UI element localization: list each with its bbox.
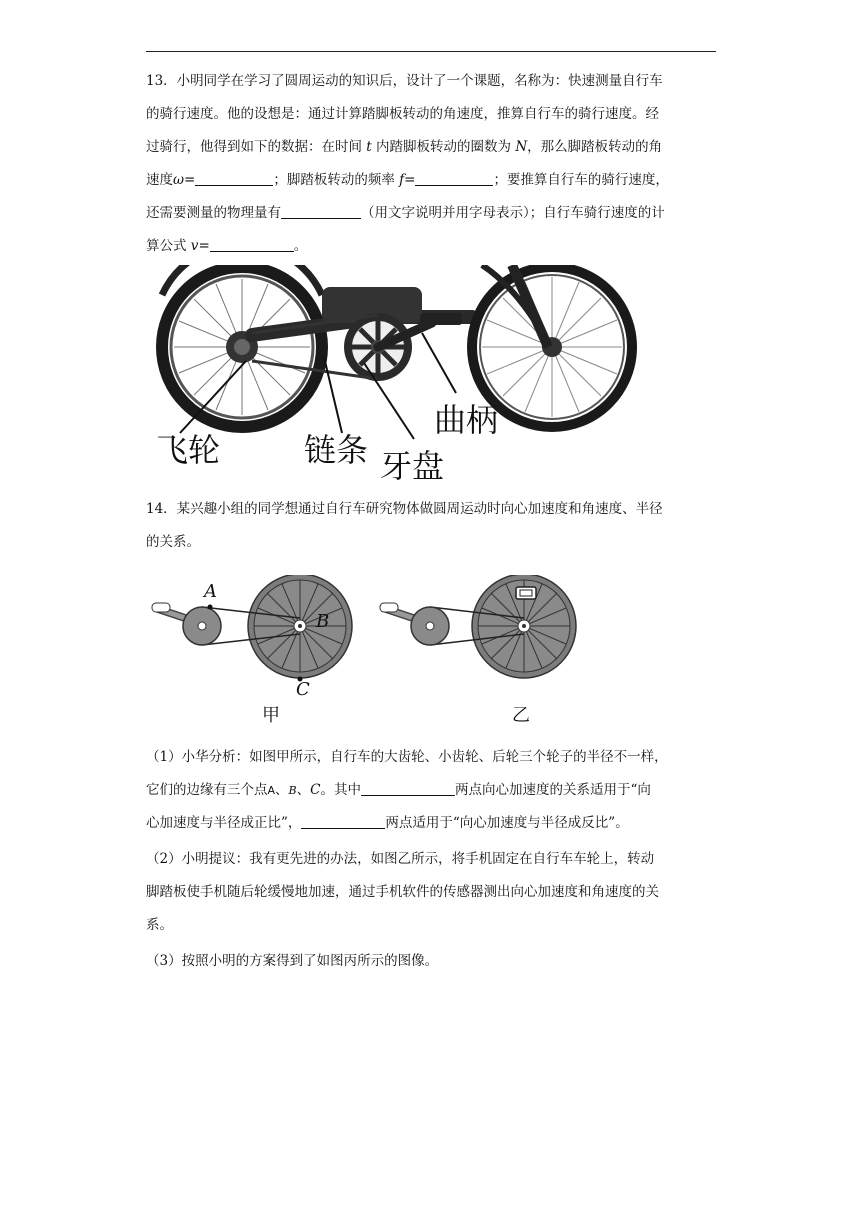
question-14-part-1 xyxy=(146,741,718,840)
point-b-text: B xyxy=(288,784,297,797)
phone-icon xyxy=(516,587,536,599)
var-N: N xyxy=(515,139,528,155)
q14-1-text: 它们的边缘有三个点 xyxy=(146,782,268,798)
label-crank: 曲柄 xyxy=(434,401,499,439)
question-14-part-2 xyxy=(146,843,718,942)
label-chain: 链条 xyxy=(304,431,369,469)
q13-text: 内踏脚板转动的圈数为 xyxy=(371,139,516,155)
label-chainring: 牙盘 xyxy=(380,447,445,485)
answer-blank-inverse[interactable] xyxy=(301,813,385,829)
label-flywheel: 飞轮 xyxy=(156,431,221,469)
q14-2-line-2: 脚踏板使手机随后轮缓慢地加速，通过手机软件的传感器测出向心加速度和角速度的关 xyxy=(146,884,659,900)
header-rule xyxy=(146,51,716,52)
diagram-yi xyxy=(380,575,576,678)
bicycle-figure xyxy=(152,265,712,485)
q14-1-text: 两点向心加速度的关系适用于“向 xyxy=(454,782,651,798)
q13-line-6 xyxy=(146,230,718,263)
q13-line-4 xyxy=(146,164,718,197)
q13-text: ；脚踏板转动的频率 xyxy=(273,172,400,188)
point-c-text: C xyxy=(310,782,321,798)
q14-1-line-1: （1）小华分析：如图甲所示，自行车的大齿轮、小齿轮、后轮三个轮子的半径不一样， xyxy=(146,749,668,765)
var-f: f xyxy=(399,172,405,188)
point-b-label: B xyxy=(316,611,330,632)
q13-text: 过骑行，他得到如下的数据：在时间 xyxy=(146,139,367,155)
q13-line-5 xyxy=(146,197,718,230)
q13-line-3 xyxy=(146,131,718,164)
var-v: v xyxy=(190,238,199,254)
question-14-part-3 xyxy=(146,945,718,978)
var-omega: ω xyxy=(173,172,185,188)
q13-text: ；要推算自行车的骑行速度， xyxy=(493,172,669,188)
answer-blank-omega[interactable] xyxy=(195,170,273,186)
q13-line-2: 的骑行速度。他的设想是：通过计算踏脚板转动的角速度，推算自行车的骑行速度。经 xyxy=(146,106,659,122)
answer-blank-quantity[interactable] xyxy=(281,203,361,219)
q13-text: 算公式 xyxy=(146,238,191,254)
q13-text: = xyxy=(198,238,210,254)
point-a-label: A xyxy=(204,581,217,602)
q13-text: 。 xyxy=(293,238,308,254)
q14-line-1: 14．某兴趣小组的同学想通过自行车研究物体做圆周运动时向心加速度和角速度、半径 xyxy=(146,501,663,517)
point-a-text: A xyxy=(267,784,276,797)
answer-blank-speed[interactable] xyxy=(210,236,294,252)
answer-blank-frequency[interactable] xyxy=(415,170,493,186)
answer-blank-direct[interactable] xyxy=(361,780,455,796)
q13-text: ，那么脚踏板转动的角 xyxy=(527,139,663,155)
q13-text: 速度 xyxy=(146,172,173,188)
q14-1-text: 、 xyxy=(275,782,289,798)
rear-wheel xyxy=(162,267,322,427)
wheel-diagrams xyxy=(150,575,590,725)
point-c-label: C xyxy=(296,679,310,700)
caption-jia: 甲 xyxy=(262,705,280,726)
q13-text: = xyxy=(404,172,416,188)
q14-3-line-1: （3）按照小明的方案得到了如图丙所示的图像。 xyxy=(146,953,439,969)
q13-text: = xyxy=(184,172,196,188)
q14-1-line-2 xyxy=(146,774,718,807)
question-14 xyxy=(146,493,718,559)
caption-yi: 乙 xyxy=(512,705,530,726)
q13-line-1: 13．小明同学在学习了圆周运动的知识后，设计了一个课题，名称为：快速测量自行车 xyxy=(146,73,663,89)
question-13 xyxy=(146,65,718,263)
q14-2-line-3: 系。 xyxy=(146,917,173,933)
q13-text: 还需要测量的物理量有 xyxy=(146,205,281,221)
q14-1-line-3 xyxy=(146,807,718,840)
q13-text: （用文字说明并用字母表示）；自行车骑行速度的计 xyxy=(361,205,665,221)
q14-line-2: 的关系。 xyxy=(146,534,200,550)
q14-2-line-1: （2）小明提议：我有更先进的办法，如图乙所示，将手机固定在自行车车轮上，转动 xyxy=(146,851,655,867)
q14-1-text: 。其中 xyxy=(320,782,361,798)
q14-1-text: 心加速度与半径成正比”， xyxy=(146,815,302,831)
q14-1-text: 两点适用于“向心加速度与半径成反比”。 xyxy=(385,815,629,831)
q14-1-text: 、 xyxy=(296,782,311,798)
var-t: t xyxy=(366,139,372,155)
